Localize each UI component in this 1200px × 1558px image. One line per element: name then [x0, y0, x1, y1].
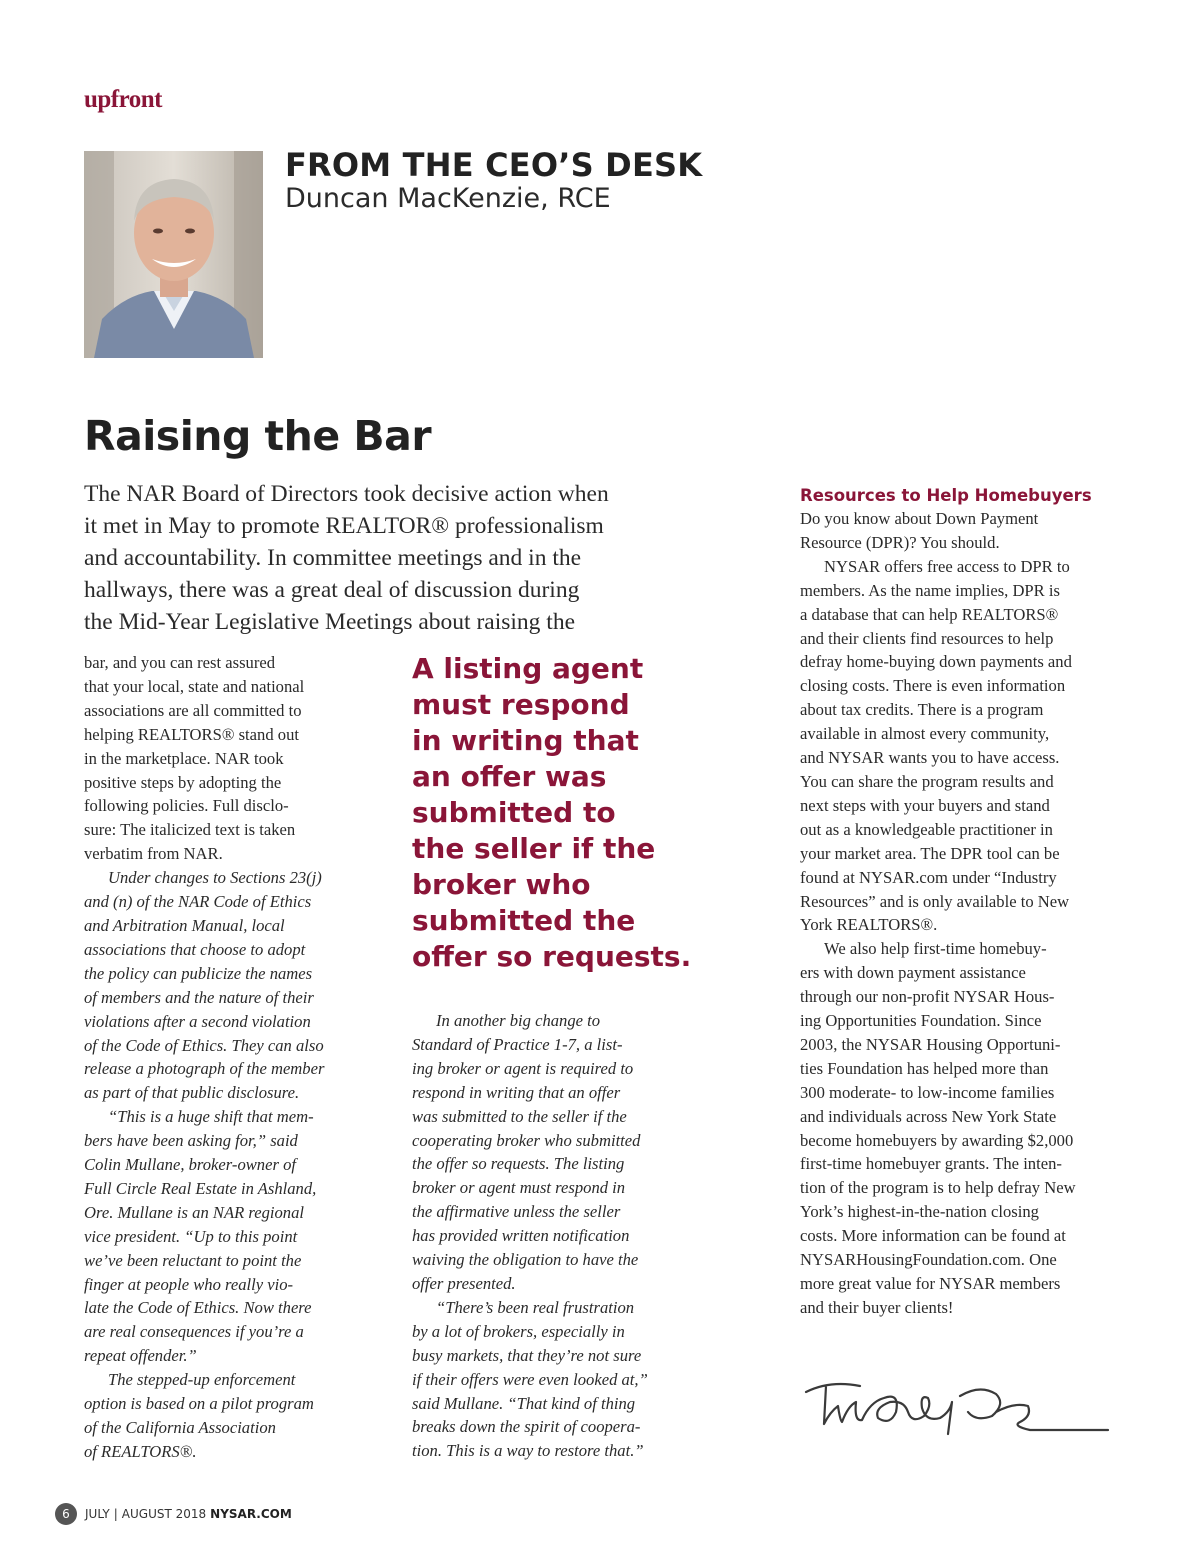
ceo-portrait — [84, 151, 263, 358]
col1-line: of members and the nature of their — [84, 987, 314, 1007]
col1-line: Colin Mullane, broker-owner of — [84, 1155, 296, 1175]
col3-line: and their clients find resources to help — [800, 628, 1054, 648]
col2-line: breaks down the spirit of coopera- — [412, 1417, 641, 1437]
col2-line: by a lot of brokers, especially in — [412, 1321, 625, 1341]
col2-line: was submitted to the seller if the — [412, 1106, 627, 1126]
col3-line: and individuals across New York State — [800, 1106, 1057, 1126]
page-number: 6 — [55, 1503, 77, 1525]
col3-line: costs. More information can be found at — [800, 1226, 1066, 1246]
col3-line: Resources” and is only available to New — [800, 891, 1070, 911]
col2-line: has provided written notification — [412, 1226, 630, 1246]
article-headline: Raising the Bar — [84, 412, 432, 460]
col3-line: NYSARHousingFoundation.com. One — [800, 1250, 1057, 1270]
footer-separator: | — [113, 1507, 118, 1521]
col3-line: a database that can help REALTORS® — [800, 604, 1059, 624]
col3-line: Do you know about Down Payment — [800, 509, 1039, 528]
col1-line: bar, and you can rest assured — [84, 653, 276, 672]
col3-line: through our non-profit NYSAR Hous- — [800, 987, 1055, 1007]
col1-line: repeat offender.” — [84, 1346, 197, 1366]
col1-line: of the Code of Ethics. They can also — [84, 1035, 324, 1055]
footer-month: JULY — [85, 1507, 110, 1521]
pull-line: in writing that — [412, 724, 639, 757]
col2-line: “There’s been real frustration — [436, 1297, 635, 1317]
ceo-header-title: FROM THE CEO’S DESK — [285, 146, 703, 184]
col3-line: 300 moderate- to low-income families — [800, 1082, 1055, 1102]
col1-line: Ore. Mullane is an NAR regional — [84, 1202, 304, 1222]
col1-line: associations that choose to adopt — [84, 939, 306, 959]
body-column-2 — [412, 1009, 712, 1463]
pull-line: broker who — [412, 868, 591, 901]
col2-line: ing broker or agent is required to — [412, 1058, 634, 1078]
col1-line: of the California Association — [84, 1418, 276, 1437]
col3-line: available in almost every community, — [800, 724, 1050, 744]
col1-line: “This is a huge shift that mem- — [108, 1107, 314, 1127]
col1-line: release a photograph of the member — [84, 1059, 325, 1079]
pull-line: offer so requests. — [412, 940, 692, 973]
col2-line: respond in writing that an offer — [412, 1082, 621, 1102]
col3-line: York REALTORS®. — [800, 915, 938, 935]
col3-line: 2003, the NYSAR Housing Opportuni- — [800, 1034, 1061, 1054]
col1-line: sure: The italicized text is taken — [84, 820, 296, 840]
col1-line: finger at people who really vio- — [84, 1274, 294, 1294]
col1-line: verbatim from NAR. — [84, 844, 223, 864]
pull-line: submitted the — [412, 904, 636, 937]
col3-line: NYSAR offers free access to DPR to — [824, 556, 1070, 576]
col3-line: ers with down payment assistance — [800, 963, 1026, 983]
col3-line: out as a knowledgeable practitioner in — [800, 819, 1053, 839]
col3-line: your market area. The DPR tool can be — [800, 843, 1060, 863]
col2-line: tion. This is a way to restore that.” — [412, 1441, 644, 1461]
col3-line: closing costs. There is even information — [800, 676, 1066, 696]
col1-line: of REALTORS®. — [84, 1441, 197, 1461]
section-label: upfront — [84, 86, 163, 113]
col1-line: bers have been asking for,” said — [84, 1131, 298, 1151]
col1-line: that your local, state and national — [84, 676, 305, 696]
col1-line: and Arbitration Manual, local — [84, 915, 285, 935]
col1-line: in the marketplace. NAR took — [84, 748, 284, 768]
page-footer — [55, 1503, 292, 1525]
ceo-signature — [800, 1372, 1110, 1450]
col3-line: Resource (DPR)? You should. — [800, 532, 1000, 552]
body-column-1 — [84, 651, 384, 1464]
col1-line: option is based on a pilot program — [84, 1394, 314, 1414]
col3-line: next steps with your buyers and stand — [800, 795, 1050, 815]
article-lede — [84, 478, 694, 638]
body-column-3 — [800, 484, 1140, 1320]
col2-line: the offer so requests. The listing — [412, 1154, 625, 1174]
col2-line: cooperating broker who submitted — [412, 1130, 641, 1150]
col1-line: violations after a second violation — [84, 1011, 311, 1031]
col1-line: positive steps by adopting the — [84, 772, 282, 792]
col3-line: We also help first-time homebuy- — [824, 939, 1047, 959]
col2-line: broker or agent must respond in — [412, 1178, 626, 1198]
col1-line: vice president. “Up to this point — [84, 1226, 298, 1246]
pull-line: the seller if the — [412, 832, 656, 865]
col3-line: ing Opportunities Foundation. Since — [800, 1011, 1042, 1031]
pull-line: A listing agent — [412, 652, 644, 685]
col1-line: and (n) of the NAR Code of Ethics — [84, 892, 312, 912]
col3-line: members. As the name implies, DPR is — [800, 580, 1060, 600]
col3-line: and NYSAR wants you to have access. — [800, 748, 1060, 768]
col3-line: ties Foundation has helped more than — [800, 1058, 1049, 1078]
col2-line: offer presented. — [412, 1273, 516, 1293]
col3-line: tion of the program is to help defray New — [800, 1178, 1076, 1198]
col3-line: more great value for NYSAR members — [800, 1274, 1061, 1293]
col2-line: busy markets, that they’re not sure — [412, 1345, 642, 1365]
col3-line: first-time homebuyer grants. The inten- — [800, 1154, 1062, 1174]
pull-line: submitted to — [412, 796, 616, 829]
ceo-name: Duncan MacKenzie, RCE — [285, 183, 611, 214]
col1-line: we’ve been reluctant to point the — [84, 1250, 302, 1270]
col1-line: helping REALTORS® stand out — [84, 724, 299, 744]
col1-line: Under changes to Sections 23(j) — [108, 868, 322, 888]
lede-line: it met in May to promote REALTOR® professionalism — [84, 513, 604, 539]
col1-line: are real consequences if you’re a — [84, 1322, 304, 1342]
col1-line: The stepped-up enforcement — [108, 1370, 296, 1390]
col2-line: waiving the obligation to have the — [412, 1250, 639, 1270]
footer-site[interactable]: NYSAR.COM — [210, 1507, 292, 1521]
col2-line: said Mullane. “That kind of thing — [412, 1393, 636, 1413]
col3-line: You can share the program results and — [800, 771, 1054, 791]
footer-issue: AUGUST 2018 — [121, 1507, 207, 1521]
col2-line: Standard of Practice 1-7, a list- — [412, 1034, 623, 1054]
col3-line: about tax credits. There is a program — [800, 700, 1044, 720]
resources-heading: Resources to Help Homebuyers — [800, 486, 1092, 505]
lede-line: hallways, there was a great deal of discussion during — [84, 577, 580, 603]
col3-line: found at NYSAR.com under “Industry — [800, 867, 1057, 887]
col1-line: late the Code of Ethics. Now there — [84, 1298, 312, 1318]
col1-line: Full Circle Real Estate in Ashland, — [84, 1178, 317, 1198]
col1-line: as part of that public disclosure. — [84, 1083, 300, 1103]
col1-line: associations are all committed to — [84, 700, 302, 720]
col3-line: become homebuyers by awarding $2,000 — [800, 1130, 1074, 1150]
col1-line: the policy can publicize the names — [84, 963, 313, 983]
pull-quote — [412, 651, 702, 975]
lede-line: the Mid-Year Legislative Meetings about raising the — [84, 609, 576, 635]
pull-line: an offer was — [412, 760, 607, 793]
pull-line: must respond — [412, 688, 630, 721]
col3-line: York’s highest-in-the-nation closing — [800, 1202, 1039, 1222]
ceo-header — [285, 146, 702, 214]
lede-line: and accountability. In committee meetings and in the — [84, 545, 582, 571]
col1-line: following policies. Full disclo- — [84, 796, 289, 816]
col3-line: and their buyer clients! — [800, 1297, 954, 1317]
col2-line: the affirmative unless the seller — [412, 1202, 621, 1222]
col2-line: if their offers were even looked at,” — [412, 1369, 648, 1389]
lede-line: The NAR Board of Directors took decisive action when — [84, 481, 609, 507]
col3-line: defray home-buying down payments and — [800, 652, 1072, 672]
col2-line: In another big change to — [436, 1011, 601, 1030]
